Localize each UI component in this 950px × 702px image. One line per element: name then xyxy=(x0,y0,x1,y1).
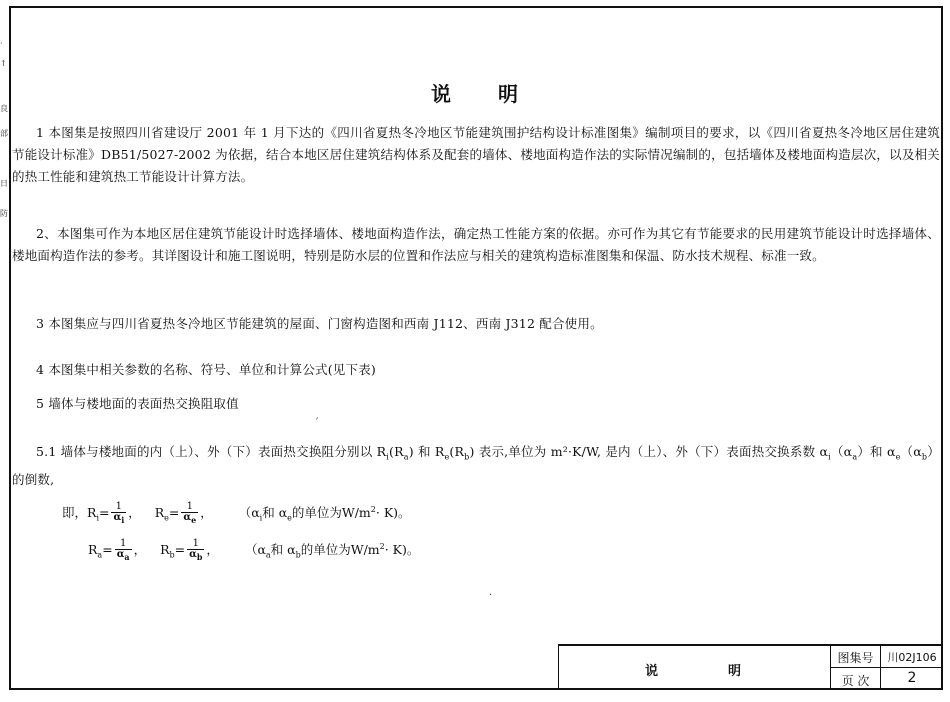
title-char-1: 说 xyxy=(431,82,452,106)
paragraph-2-text: 2、本图集可作为本地区居住建筑节能设计时选择墙体、楼地面构造作法，确定热工性能方案的依据。亦可作为其它有节能要求的民用建筑节能设计时选择墙体、楼地面构造作法的参考。其详图设计和施工图说明，特别是防水层的位置和作法应与相关的建筑构造标准图集和保温、防水技术规程、标准一致。 xyxy=(12,226,940,263)
alpha: α xyxy=(113,512,122,523)
paragraph-5 xyxy=(12,393,940,415)
note-unit: 的单位为W/m xyxy=(291,505,371,520)
paragraph-4-text: 4 本图集中相关参数的名称、符号、单位和计算公式(见下表) xyxy=(36,362,376,377)
page-label: 页 次 xyxy=(841,674,870,688)
numerator: 1 xyxy=(115,539,132,550)
paragraph-2 xyxy=(12,223,940,267)
sub-i: i xyxy=(386,452,389,462)
fraction-ra xyxy=(115,539,132,562)
p51-part-b: (R xyxy=(389,444,404,459)
atlas-number: 川02J106 xyxy=(887,651,937,664)
fraction-ri xyxy=(111,502,126,525)
sup-2: 2 xyxy=(379,541,385,551)
alpha: α xyxy=(189,549,197,560)
p51-part-i: ）的倒数, xyxy=(12,444,940,487)
symbol-ri: R xyxy=(87,505,97,520)
equals: = xyxy=(102,542,113,557)
symbol-re: R xyxy=(154,505,165,520)
sub-a-n: a xyxy=(265,550,271,560)
numerator: 1 xyxy=(111,502,126,513)
sub-b-f: b xyxy=(169,550,175,560)
symbol-ra: R xyxy=(88,542,98,557)
sub-b-d: b xyxy=(196,552,203,562)
comma: ， xyxy=(133,542,147,557)
note-unit: 的单位为W/m xyxy=(300,542,380,557)
sub-a-f: a xyxy=(97,550,103,560)
sub-e-f: e xyxy=(164,513,169,523)
sheet-name xyxy=(558,660,828,679)
symbol-rb: R xyxy=(160,542,170,557)
fraction-re xyxy=(181,502,198,525)
note-tail: · K)。 xyxy=(384,542,420,557)
p51-part-c: ) 和 R xyxy=(408,444,445,459)
sub-i-2: i xyxy=(828,452,831,462)
comma: ， xyxy=(200,505,213,520)
sub-i-n: i xyxy=(259,513,263,523)
sheet-name-1: 说 xyxy=(644,664,658,679)
note-open: （α xyxy=(238,505,260,520)
note-tail: · K)。 xyxy=(375,505,411,520)
comma: ， xyxy=(128,505,141,520)
comma: ， xyxy=(206,542,219,557)
note-mid: 和 α xyxy=(262,505,288,520)
numerator: 1 xyxy=(181,502,198,513)
sub-e: e xyxy=(444,452,450,462)
fraction-rb xyxy=(187,539,204,562)
title-char-2: 明 xyxy=(498,82,519,106)
equals: = xyxy=(99,505,110,520)
denominator xyxy=(181,513,198,525)
sub-a: a xyxy=(403,452,409,462)
page-title xyxy=(0,78,950,107)
sub-e-d: e xyxy=(191,515,197,525)
paragraph-3 xyxy=(12,313,940,335)
p51-part-g: ）和 α xyxy=(857,444,896,459)
sub-a-d: a xyxy=(124,552,130,562)
equals: = xyxy=(168,505,180,520)
title-block xyxy=(558,644,943,690)
sub-e-2: e xyxy=(895,452,901,462)
denominator xyxy=(187,550,204,562)
formula-lead: 即， xyxy=(62,505,88,520)
paragraph-1-text: 1 本图集是按照四川省建设厅 2001 年 1 月下达的《四川省夏热冬冷地区节能建筑围护结构设计标准图集》编制项目的要求，以《四川省夏热冬冷地区居住建筑节能设计标准》DB51/5027-2002 为依据，结合本地区居住建筑结构体系及配套的墙体、楼地面构造作法的实际情况编制的，包括墙体及楼地面构造层次，以及相关的热工性能和建筑热工节能设计计算方法。 xyxy=(12,125,940,184)
paragraph-4 xyxy=(12,359,940,381)
sup-2: 2 xyxy=(370,504,376,514)
p51-part-e: ) 表示,单位为 m²·K/W, 是内（上）、外（下）表面热交换系数 α xyxy=(469,444,829,459)
formula-line-2 xyxy=(62,539,419,562)
sheet-name-2: 明 xyxy=(728,664,742,679)
denominator xyxy=(111,513,126,525)
stray-dot: · xyxy=(489,590,493,601)
sub-i-d: i xyxy=(121,515,125,525)
sub-b-2: b xyxy=(921,452,928,462)
sub-a-2: a xyxy=(852,452,858,462)
alpha: α xyxy=(183,512,192,523)
p51-part-d: (R xyxy=(449,444,465,459)
note-open: （α xyxy=(244,542,266,557)
paragraph-3-text: 3 本图集应与四川省夏热冬冷地区节能建筑的屋面、门窗构造图和西南 J112、西南 J312 配合使用。 xyxy=(36,316,603,331)
page-number: 2 xyxy=(907,670,917,686)
sub-b-n: b xyxy=(295,550,301,560)
stray-mark: ˊ xyxy=(314,418,319,429)
paragraph-5-1 xyxy=(12,441,940,491)
sub-e-n: e xyxy=(287,513,292,523)
p51-part-h: （α xyxy=(900,444,922,459)
alpha: α xyxy=(116,549,125,560)
formula-line-1 xyxy=(62,502,411,525)
numerator: 1 xyxy=(187,539,204,550)
binding-strip: · ↑ 良 部 日 防 xyxy=(0,39,8,218)
equals: = xyxy=(174,542,186,557)
atlas-label: 图集号 xyxy=(837,651,874,665)
p51-part-a: 5.1 墙体与楼地面的内（上）、外（下）表面热交换阻分别以 R xyxy=(36,444,387,459)
drawing-frame xyxy=(9,6,943,690)
paragraph-1 xyxy=(12,122,940,188)
p51-part-f: （α xyxy=(830,444,853,459)
sub-b: b xyxy=(464,452,470,462)
sub-i-f: i xyxy=(96,513,99,523)
denominator xyxy=(115,550,132,562)
note-mid: 和 α xyxy=(270,542,296,557)
paragraph-5-text: 5 墙体与楼地面的表面热交换阻取值 xyxy=(36,396,239,411)
